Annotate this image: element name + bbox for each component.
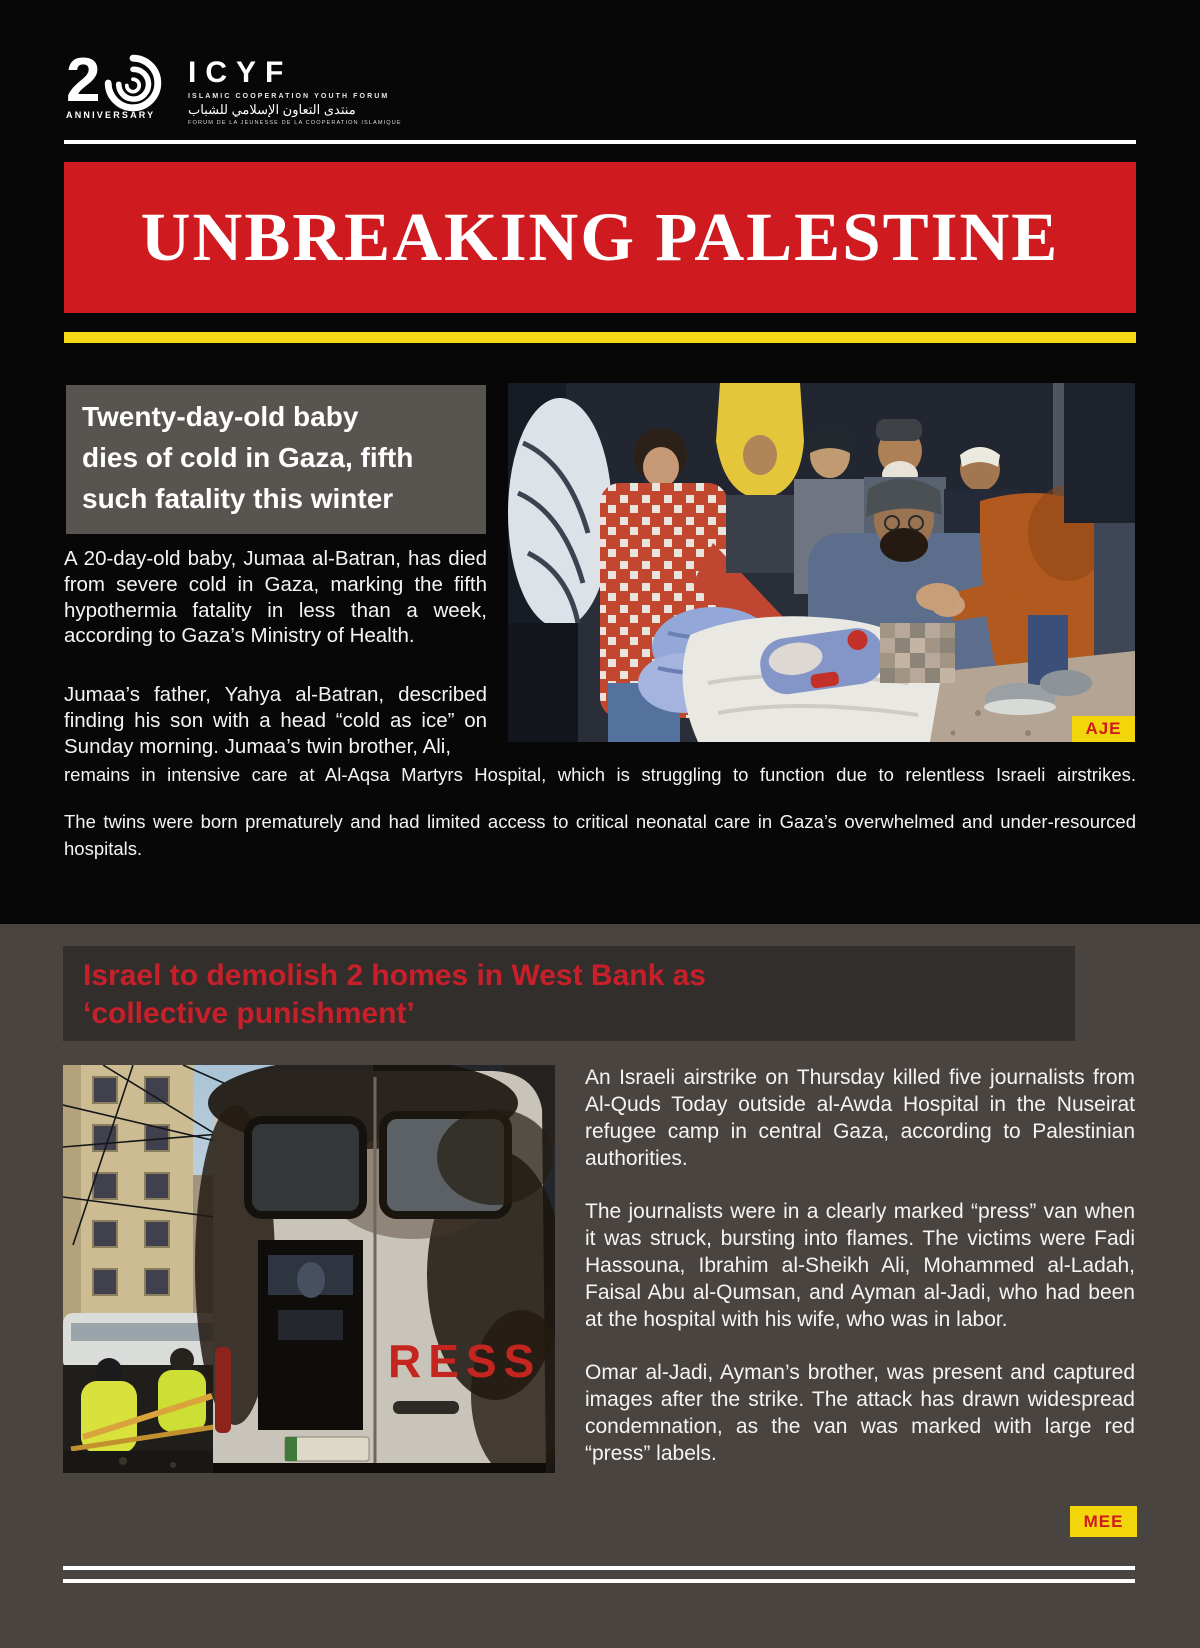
article1-headline-line3: such fatality this winter [82, 483, 394, 514]
icyf-logo [66, 46, 402, 127]
article1-paragraph2: Jumaa’s father, Yahya al-Batran, described finding his son with a head “cold as ice” on Sunday morning. Jumaa’s twin brother, Ali, [64, 683, 487, 758]
article2-headline-line1: Israel to demolish 2 homes in West Bank as [83, 959, 706, 992]
article2-headline-line2: ‘collective punishment’ [83, 997, 415, 1030]
anniversary-swirl-zero-icon [102, 52, 164, 114]
photo-mourners-gaza [508, 383, 1135, 742]
anniversary-digit: 2 [66, 46, 101, 115]
mourners-illustration [508, 383, 1135, 742]
aje-credit-badge: AJE [1072, 716, 1135, 742]
org-name-block [188, 58, 402, 126]
article1-headline-line2: dies of cold in Gaza, fifth [82, 442, 414, 473]
article2-body-column [585, 1064, 1135, 1493]
anniversary-label: ANNIVERSARY [66, 110, 156, 120]
yellow-accent-stripe [64, 332, 1136, 343]
anniversary-mark [66, 46, 174, 124]
header-divider-line [64, 140, 1136, 144]
org-acronym: ICYF [188, 56, 293, 89]
title-banner [64, 162, 1136, 313]
article2-headline [63, 946, 1075, 1041]
org-name-french: FORUM DE LA JEUNESSE DE LA COOPERATION ISLAMIQUE [188, 120, 402, 127]
article2-paragraph1: An Israeli airstrike on Thursday killed five journalists from Al-Quds Today outside al-Awda Hospital in the Nuseirat refugee camp in central Gaza, according to Palestinian authorities. [585, 1066, 1135, 1170]
article1-headline-line1: Twenty-day-old baby [82, 401, 359, 432]
article1-paragraph2-continued: remains in intensive care at Al-Aqsa Martyrs Hospital, which is struggling to function due to relentless Israeli airstrikes. [64, 764, 1136, 785]
photo-burnt-press-van [63, 1065, 555, 1473]
article2-paragraph2: The journalists were in a clearly marked “press” van when it was struck, bursting into flames. The victims were Fadi Hassouna, Ibrahim al-Sheikh Ali, Mohammed al-Ladah, Faisal Abu al-Qumsan, and Ayman al-Jadi, who had been at the hospital with his wife, who was in labor. [585, 1200, 1135, 1331]
article1-paragraph3: The twins were born prematurely and had limited access to critical neonatal care in Gaza’s overwhelmed and under-resourced hospitals. [64, 811, 1136, 859]
page-title: UNBREAKING PALESTINE [140, 199, 1060, 275]
footer-line-bottom [63, 1579, 1135, 1583]
article1-paragraph1: A 20-day-old baby, Jumaa al-Batran, has died from severe cold in Gaza, marking the fifth hypothermia fatality in less than a week, according to Gaza’s Ministry of Health. [64, 547, 487, 648]
footer-line-top [63, 1566, 1135, 1570]
article1-body-column [64, 546, 487, 793]
article2-paragraph3: Omar al-Jadi, Ayman’s brother, was present and captured images after the strike. The attack has drawn widespread condemnation, as the van was marked with large red “press” labels. [585, 1361, 1135, 1465]
org-name-en: ISLAMIC COOPERATION YOUTH FORUM [188, 93, 390, 100]
press-text: RESS [388, 1335, 542, 1387]
org-name-arabic: منتدى التعاون الإسلامي للشباب [188, 102, 356, 117]
press-van-illustration [63, 1065, 555, 1473]
article1-headline [66, 385, 486, 534]
mee-credit-badge: MEE [1070, 1506, 1137, 1537]
pixelated-region [880, 623, 955, 683]
